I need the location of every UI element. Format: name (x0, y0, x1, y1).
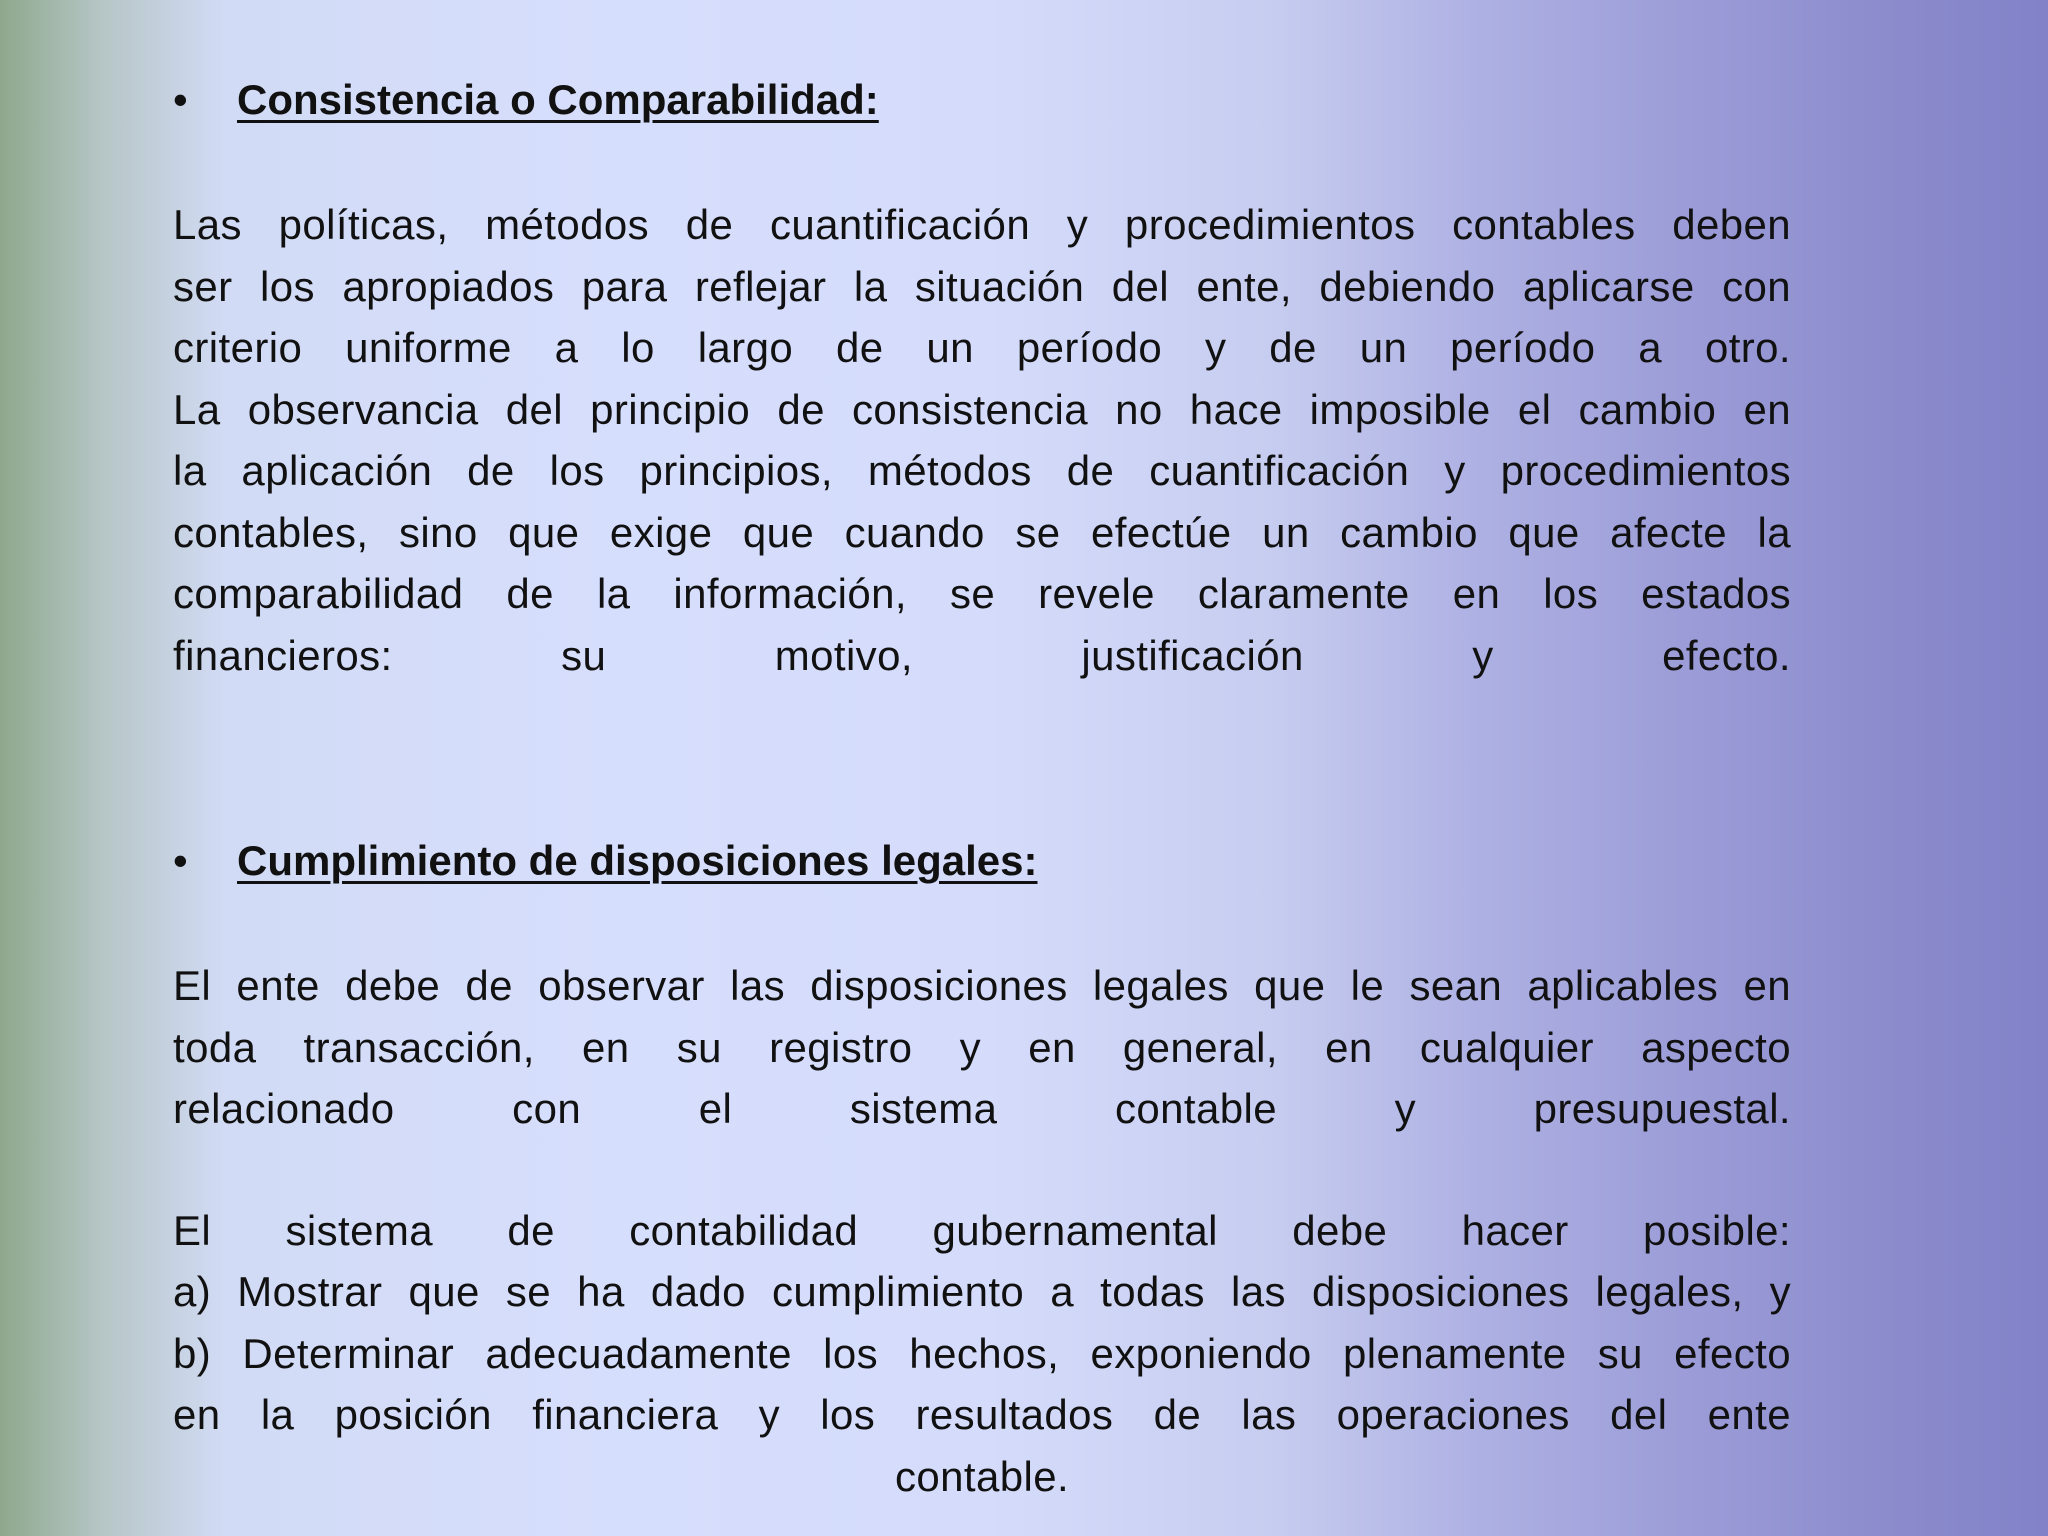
paragraph-cumplimiento-2 (173, 1200, 1791, 1508)
heading-consistencia: Consistencia o Comparabilidad: (237, 76, 879, 123)
paragraph-line: b) Determinar adecuadamente los hechos, exponiendo plenamente su efecto (173, 1329, 1791, 1377)
slide-content (173, 70, 1791, 1507)
paragraph-cumplimiento-1 (173, 955, 1791, 1140)
section-heading-consistencia (173, 70, 1791, 130)
paragraph-line: comparabilidad de la información, se revele claramente en los estados (173, 570, 1791, 617)
paragraph-line: Las políticas, métodos de cuantificación y procedimientos contables deben (173, 201, 1791, 248)
paragraph-line: a) Mostrar que se ha dado cumplimiento a todas las disposiciones legales, y (173, 1268, 1791, 1315)
bullet-icon: • (173, 837, 188, 884)
bullet-icon: • (173, 76, 188, 123)
paragraph-line: ser los apropiados para reflejar la situación del ente, debiendo aplicarse con (173, 262, 1791, 310)
paragraph-line: criterio uniforme a lo largo de un período y de un período a otro. (173, 324, 1791, 371)
section-heading-cumplimiento (173, 831, 1791, 891)
heading-cumplimiento: Cumplimiento de disposiciones legales: (237, 837, 1038, 884)
paragraph-line: en la posición financiera y los resultados de las operaciones del ente (173, 1391, 1791, 1438)
paragraph-line: la aplicación de los principios, métodos de cuantificación y procedimientos (173, 447, 1791, 494)
paragraph-line: La observancia del principio de consistencia no hace imposible el cambio en (173, 385, 1791, 433)
paragraph-consistencia (173, 194, 1791, 686)
paragraph-line: El ente debe de observar las disposiciones legales que le sean aplicables en (173, 962, 1791, 1009)
paragraph-line: contables, sino que exige que cuando se efectúe un cambio que afecte la (173, 508, 1791, 556)
paragraph-line-last: contable. (894, 1452, 1070, 1500)
paragraph-line: El sistema de contabilidad gubernamental debe hacer posible: (173, 1206, 1791, 1254)
paragraph-line: toda transacción, en su registro y en general, en cualquier aspecto (173, 1023, 1791, 1071)
paragraph-line: relacionado con el sistema contable y presupuestal. (173, 1085, 1791, 1132)
paragraph-line: financieros: su motivo, justificación y efecto. (173, 631, 1791, 679)
